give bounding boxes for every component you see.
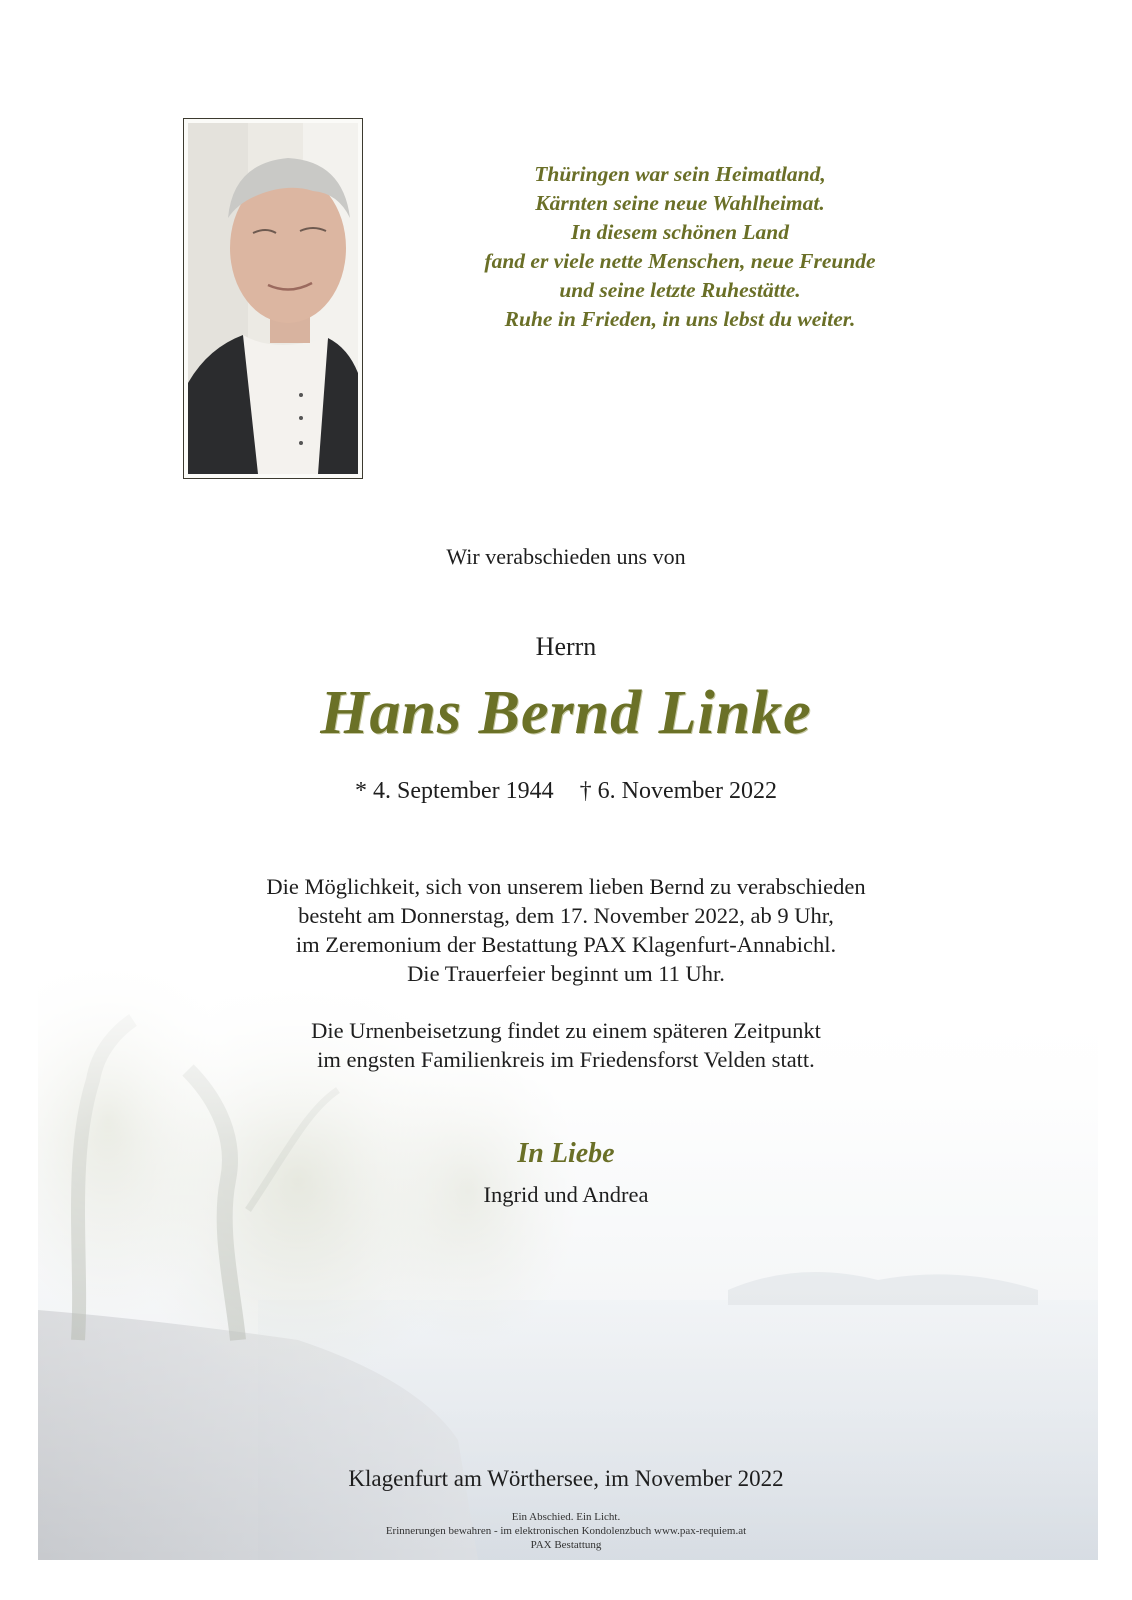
portrait-icon bbox=[188, 123, 358, 474]
life-dates bbox=[0, 778, 1132, 805]
poem-line: fand er viele nette Menschen, neue Freunde bbox=[484, 249, 876, 273]
footer-condolence-note: Erinnerungen bewahren - im elektronischen Kondolenzbuch www.pax-requiem.at bbox=[385, 1525, 747, 1537]
death-date: † 6. November 2022 bbox=[579, 778, 777, 804]
salutation: Herrn bbox=[535, 632, 597, 661]
deceased-name: Hans Bernd Linke bbox=[320, 679, 812, 747]
portrait-photo bbox=[183, 118, 363, 479]
farewell-paragraph bbox=[0, 872, 1132, 988]
place-date: Klagenfurt am Wörthersee, im November 2022 bbox=[348, 1466, 784, 1491]
poem-line: und seine letzte Ruhestätte. bbox=[559, 278, 801, 302]
signers: Ingrid und Andrea bbox=[483, 1182, 649, 1207]
paragraph-line: Die Möglichkeit, sich von unserem lieben Bernd zu verabschieden bbox=[266, 874, 866, 899]
intro-text: Wir verabschieden uns von bbox=[446, 544, 686, 569]
poem-line: Thüringen war sein Heimatland, bbox=[534, 162, 826, 186]
closing-label: In Liebe bbox=[517, 1138, 615, 1169]
poem-line: Kärnten seine neue Wahlheimat. bbox=[535, 191, 825, 215]
paragraph-line: besteht am Donnerstag, dem 17. November 2022, ab 9 Uhr, bbox=[298, 903, 834, 928]
poem-line: Ruhe in Frieden, in uns lebst du weiter. bbox=[504, 307, 856, 331]
burial-paragraph bbox=[0, 1016, 1132, 1074]
poem-line: In diesem schönen Land bbox=[570, 220, 789, 244]
paragraph-line: Die Urnenbeisetzung findet zu einem späteren Zeitpunkt bbox=[311, 1018, 821, 1043]
paragraph-line: Die Trauerfeier beginnt um 11 Uhr. bbox=[407, 961, 725, 986]
birth-date: * 4. September 1944 bbox=[355, 778, 554, 804]
paragraph-line: im engsten Familienkreis im Friedensforst Velden statt. bbox=[317, 1047, 815, 1072]
footer-slogan: Ein Abschied. Ein Licht. bbox=[511, 1511, 621, 1523]
paragraph-line: im Zeremonium der Bestattung PAX Klagenfurt-Annabichl. bbox=[295, 932, 837, 957]
footer-company: PAX Bestattung bbox=[530, 1539, 602, 1551]
memorial-poem bbox=[420, 160, 940, 334]
